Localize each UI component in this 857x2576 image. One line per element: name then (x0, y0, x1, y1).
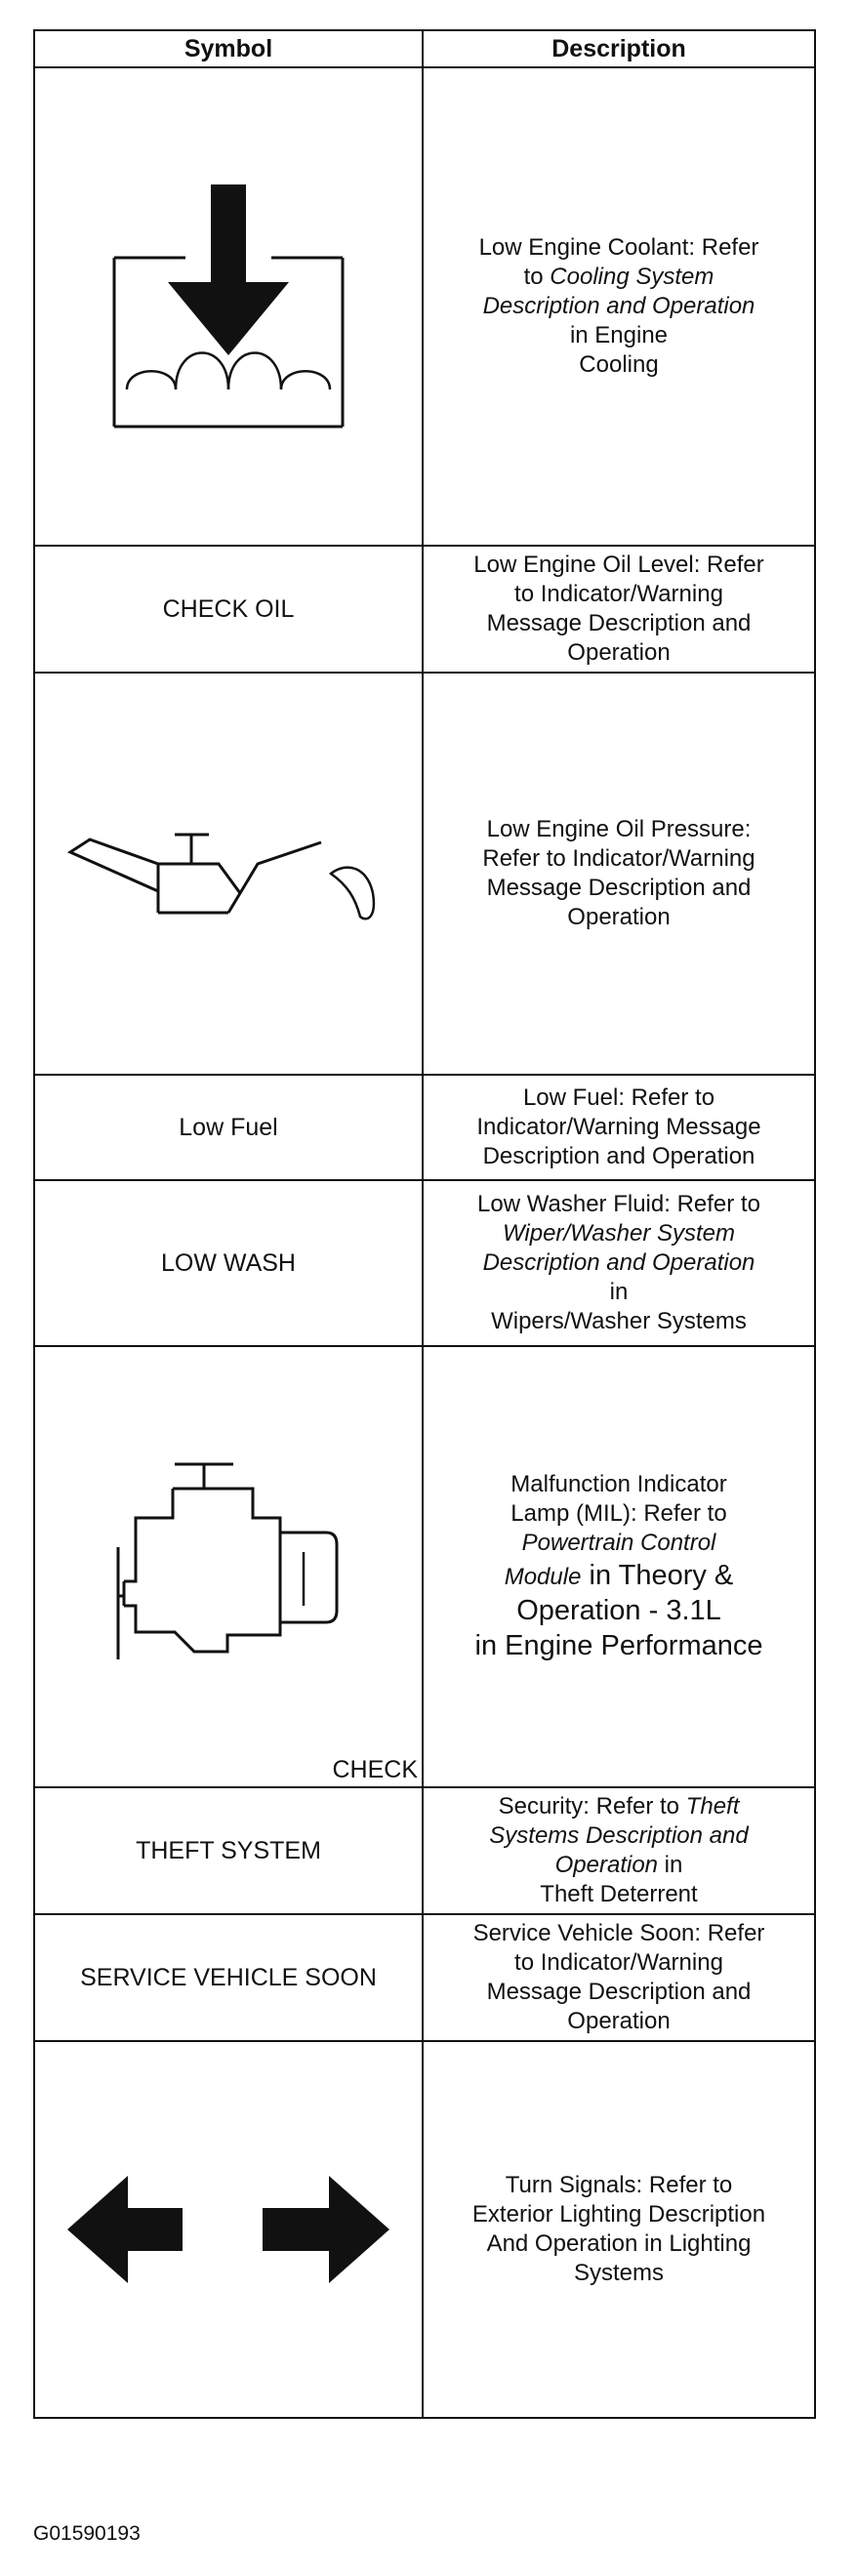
turn-signal-arrows-icon (67, 2176, 389, 2283)
symbol-cell (34, 2041, 423, 2418)
description-line: Message Description and (486, 610, 752, 636)
table-row (34, 1787, 815, 1914)
table-row (34, 1180, 815, 1346)
table-row (34, 1346, 815, 1787)
symbol-cell: SERVICE VEHICLE SOON (34, 1914, 423, 2041)
description-cell (423, 673, 815, 1075)
description-line: Powertrain Control (521, 1530, 716, 1556)
symbol-cell (34, 67, 423, 546)
description-line: Systems (573, 2260, 664, 2286)
description-line: Turn Signals: Refer to (505, 2172, 733, 2198)
description-cell (423, 2041, 815, 2418)
description-line: to Cooling System (523, 264, 714, 290)
symbol-cell: LOW WASH (34, 1180, 423, 1346)
description-line: Low Engine Coolant: Refer (478, 234, 759, 261)
description-cell (423, 67, 815, 546)
description-line: Wiper/Washer System (502, 1220, 736, 1247)
description-line: Operation (567, 904, 671, 930)
table-row (34, 1914, 815, 2041)
check-label: CHECK (332, 1756, 418, 1783)
symbol-description-table (33, 29, 816, 2419)
description-cell (423, 1346, 815, 1787)
description-line: Description and Operation (482, 1249, 755, 1276)
oil-can-icon (62, 796, 394, 952)
description-line: Operation - 3.1L (516, 1595, 721, 1626)
symbol-cell (34, 673, 423, 1075)
left-arrow-icon (67, 2176, 183, 2283)
table-header-row (34, 30, 815, 67)
description-line: Module in Theory & (504, 1560, 734, 1591)
description-line: Operation in (554, 1852, 683, 1878)
description-line: Message Description and (486, 1979, 752, 2005)
symbol-cell: Low Fuel (34, 1075, 423, 1180)
figure-id: G01590193 (33, 2522, 141, 2545)
symbol-column-header: Symbol (34, 30, 423, 67)
description-line: Security: Refer to Theft (498, 1793, 740, 1820)
symbol-cell (34, 1346, 423, 1787)
description-cell (423, 1180, 815, 1346)
description-line: Message Description and (486, 875, 752, 901)
description-line: Description and Operation (482, 293, 755, 319)
table-row (34, 673, 815, 1075)
symbol-cell: THEFT SYSTEM (34, 1787, 423, 1914)
description-cell (423, 546, 815, 673)
description-line: Theft Deterrent (540, 1881, 698, 1907)
table-row (34, 67, 815, 546)
description-line: Operation (567, 639, 671, 666)
description-column-header: Description (423, 30, 815, 67)
description-cell (423, 1914, 815, 2041)
description-line: Low Engine Oil Pressure: (486, 816, 752, 842)
description-line: Lamp (MIL): Refer to (510, 1500, 727, 1527)
description-line: Low Fuel: Refer to (522, 1084, 715, 1111)
description-line: Low Engine Oil Level: Refer (473, 552, 764, 578)
description-line: Exterior Lighting Description (471, 2201, 766, 2228)
description-line: to Indicator/Warning (514, 581, 723, 607)
description-line: And Operation in Lighting (486, 2230, 752, 2257)
description-line: Service Vehicle Soon: Refer (472, 1920, 765, 1946)
description-line: in (609, 1279, 629, 1305)
symbol-cell: CHECK OIL (34, 546, 423, 673)
table-row (34, 546, 815, 673)
description-line: Systems Description and (489, 1822, 749, 1849)
description-cell (423, 1787, 815, 1914)
description-cell (423, 1075, 815, 1180)
description-line: in Engine Performance (474, 1630, 763, 1661)
description-line: Malfunction Indicator (510, 1471, 727, 1497)
description-line: in Engine (569, 322, 669, 348)
table-row (34, 1075, 815, 1180)
description-line: Low Washer Fluid: Refer to (477, 1191, 760, 1217)
description-line: Refer to Indicator/Warning (482, 845, 755, 872)
table-row (34, 2041, 815, 2418)
description-line: Cooling (579, 351, 659, 378)
engine-icon (106, 1454, 350, 1679)
description-line: Description and Operation (482, 1143, 755, 1169)
description-line: to Indicator/Warning (514, 1949, 723, 1976)
description-line: Operation (567, 2008, 671, 2034)
description-line: Indicator/Warning Message (476, 1114, 761, 1140)
right-arrow-icon (263, 2176, 389, 2283)
description-line: Wipers/Washer Systems (491, 1308, 747, 1334)
low-coolant-icon (111, 184, 346, 429)
